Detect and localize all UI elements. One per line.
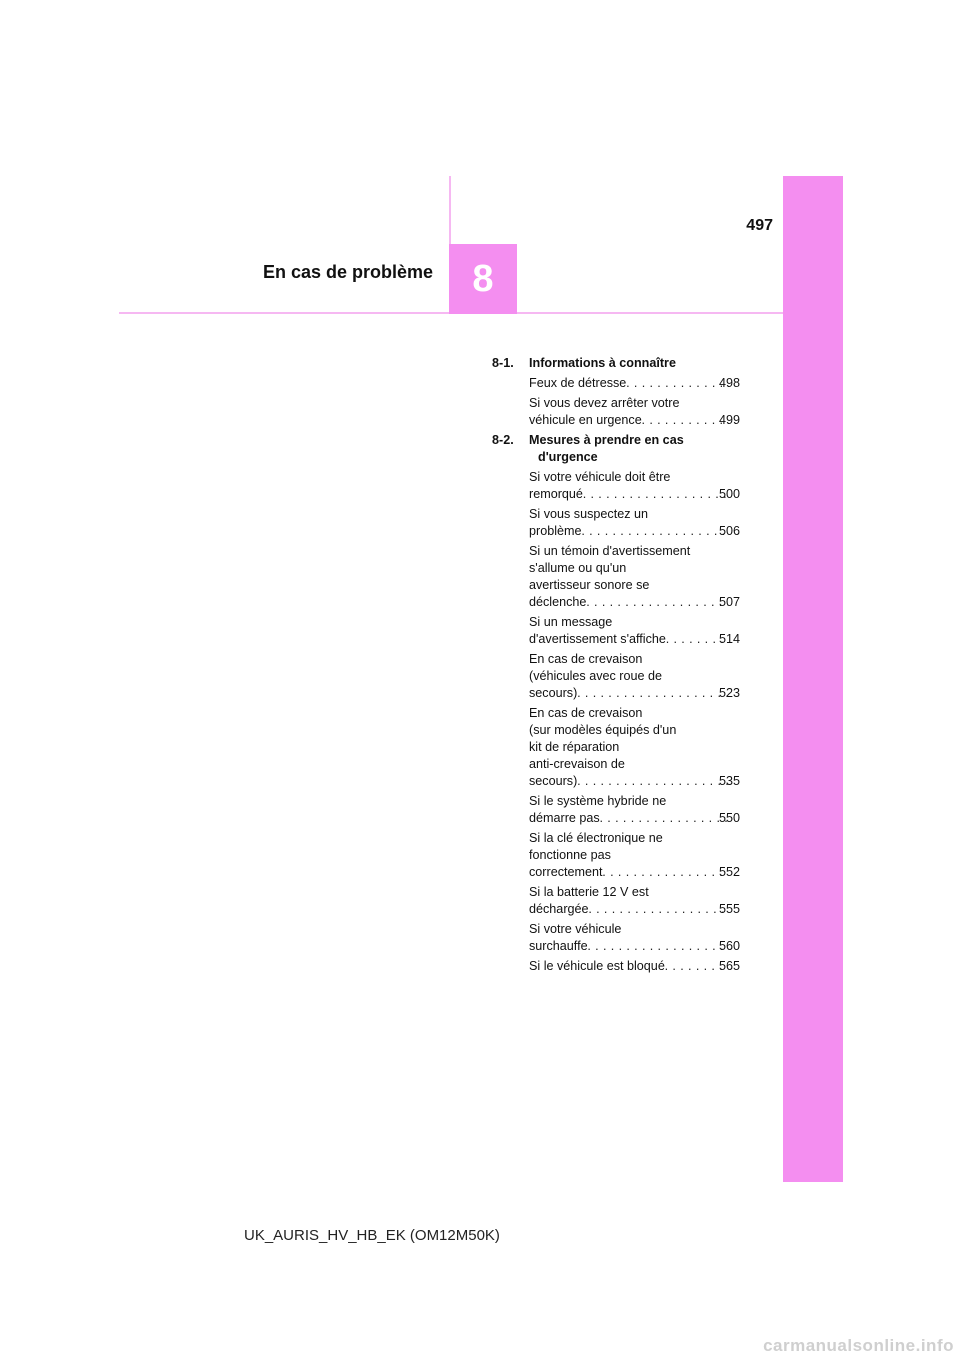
chapter-number-box: 8 bbox=[449, 244, 517, 314]
toc-entry-page: 550 bbox=[718, 811, 740, 825]
page-number: 497 bbox=[746, 217, 773, 234]
toc-section-number: 8-1. bbox=[492, 356, 514, 370]
toc-entry-line: avertisseur sonore se bbox=[529, 578, 650, 592]
toc-entry-line: Si la clé électronique ne bbox=[529, 831, 663, 845]
toc-entry[interactable] bbox=[529, 651, 740, 702]
watermark: carmanualsonline.info bbox=[763, 1336, 954, 1355]
toc-entry-leader-line bbox=[529, 958, 740, 975]
toc-entry-page: 507 bbox=[718, 595, 740, 609]
toc-entry-line: (sur modèles équipés d'un bbox=[529, 723, 677, 737]
toc-entry[interactable] bbox=[529, 375, 740, 392]
toc-entry-leader-line bbox=[529, 810, 740, 827]
toc-entry-line: correctement bbox=[529, 865, 603, 879]
toc-entry[interactable] bbox=[529, 506, 740, 540]
toc-entry-line: démarre pas bbox=[529, 811, 600, 825]
dot-leader bbox=[586, 594, 728, 611]
toc-entry-leader-line bbox=[529, 901, 740, 918]
toc-entry-line: déchargée bbox=[529, 902, 589, 916]
document-code: UK_AURIS_HV_HB_EK (OM12M50K) bbox=[244, 1227, 500, 1244]
toc-entry-line: Si vous suspectez un bbox=[529, 507, 649, 521]
toc-entry-page: 506 bbox=[718, 524, 740, 538]
dot-leader bbox=[626, 375, 728, 392]
toc-section-title-line: Informations à connaître bbox=[529, 356, 676, 370]
toc-entry[interactable] bbox=[529, 614, 740, 648]
toc-entry[interactable] bbox=[529, 469, 740, 503]
toc-entry-leader-line bbox=[529, 773, 740, 790]
toc-entry-line: remorqué bbox=[529, 487, 583, 501]
toc-entry-leader-line bbox=[529, 938, 740, 955]
dot-leader bbox=[603, 864, 728, 881]
dot-leader bbox=[577, 773, 728, 790]
dot-leader bbox=[642, 412, 728, 429]
toc-entry-leader-line bbox=[529, 523, 740, 540]
table-of-contents bbox=[492, 355, 740, 975]
toc-entry[interactable] bbox=[529, 830, 740, 881]
toc-entry-page: 523 bbox=[718, 686, 740, 700]
dot-leader bbox=[600, 810, 728, 827]
toc-entry-page: 555 bbox=[718, 902, 740, 916]
dot-leader bbox=[582, 523, 728, 540]
toc-entry-leader-line bbox=[529, 685, 740, 702]
toc-entry-line: Si un témoin d'avertissement bbox=[529, 544, 691, 558]
toc-entry-line: Si le système hybride ne bbox=[529, 794, 667, 808]
toc-entry-leader-line bbox=[529, 594, 740, 611]
dot-leader bbox=[589, 901, 728, 918]
toc-entry[interactable] bbox=[529, 884, 740, 918]
toc-entry-line: Si un message bbox=[529, 615, 613, 629]
toc-entry-line: déclenche bbox=[529, 595, 587, 609]
toc-entry-line: véhicule en urgence bbox=[529, 413, 642, 427]
toc-entry-line: Si votre véhicule doit être bbox=[529, 470, 671, 484]
toc-entry-line: s'allume ou qu'un bbox=[529, 561, 627, 575]
toc-entry-page: 514 bbox=[718, 632, 740, 646]
toc-entry-page: 560 bbox=[718, 939, 740, 953]
toc-entry-line: kit de réparation bbox=[529, 740, 620, 754]
toc-section-title bbox=[529, 432, 740, 466]
toc-entry-page: 535 bbox=[718, 774, 740, 788]
toc-section-title-line: Mesures à prendre en cas bbox=[529, 433, 684, 447]
toc-entry-leader-line bbox=[529, 375, 740, 392]
toc-entry-page: 499 bbox=[718, 413, 740, 427]
toc-entry[interactable] bbox=[529, 793, 740, 827]
toc-entry-line: Si la batterie 12 V est bbox=[529, 885, 649, 899]
toc-entry-line: problème bbox=[529, 524, 582, 538]
chapter-title: En cas de problème bbox=[262, 262, 433, 282]
toc-entry-line: secours) bbox=[529, 774, 578, 788]
toc-entry-line: Si le véhicule est bloqué bbox=[529, 959, 665, 973]
toc-entry-line: (véhicules avec roue de bbox=[529, 669, 663, 683]
toc-entry-line: d'avertissement s'affiche bbox=[529, 632, 666, 646]
toc-entry[interactable] bbox=[529, 921, 740, 955]
toc-entry[interactable] bbox=[529, 543, 740, 611]
toc-entry[interactable] bbox=[529, 705, 740, 790]
toc-entry-page: 565 bbox=[718, 959, 740, 973]
toc-entry[interactable] bbox=[529, 395, 740, 429]
toc-section-title-line: d'urgence bbox=[538, 450, 598, 464]
toc-entry-leader-line bbox=[529, 412, 740, 429]
toc-entry-line: En cas de crevaison bbox=[529, 706, 643, 720]
dot-leader bbox=[583, 486, 728, 503]
toc-section-number: 8-2. bbox=[492, 433, 514, 447]
toc-entry-leader-line bbox=[529, 486, 740, 503]
toc-entry[interactable] bbox=[529, 958, 740, 975]
toc-entry-leader-line bbox=[529, 631, 740, 648]
dot-leader bbox=[577, 685, 728, 702]
dot-leader bbox=[588, 938, 728, 955]
toc-entry-line: Si vous devez arrêter votre bbox=[529, 396, 680, 410]
toc-entry-line: secours) bbox=[529, 686, 578, 700]
toc-entry-line: anti-crevaison de bbox=[529, 757, 625, 771]
toc-section bbox=[492, 355, 740, 429]
toc-entry-line: En cas de crevaison bbox=[529, 652, 643, 666]
toc-section bbox=[492, 432, 740, 975]
toc-section-title bbox=[529, 355, 740, 372]
toc-entry-page: 552 bbox=[718, 865, 740, 879]
toc-entry-page: 498 bbox=[718, 376, 740, 390]
toc-entry-page: 500 bbox=[718, 487, 740, 501]
toc-entry-line: Feux de détresse bbox=[529, 376, 627, 390]
toc-entry-line: fonctionne pas bbox=[529, 848, 611, 862]
toc-entry-line: Si votre véhicule bbox=[529, 922, 622, 936]
toc-entry-leader-line bbox=[529, 864, 740, 881]
chapter-side-tab bbox=[783, 176, 843, 1182]
toc-entry-line: surchauffe bbox=[529, 939, 588, 953]
